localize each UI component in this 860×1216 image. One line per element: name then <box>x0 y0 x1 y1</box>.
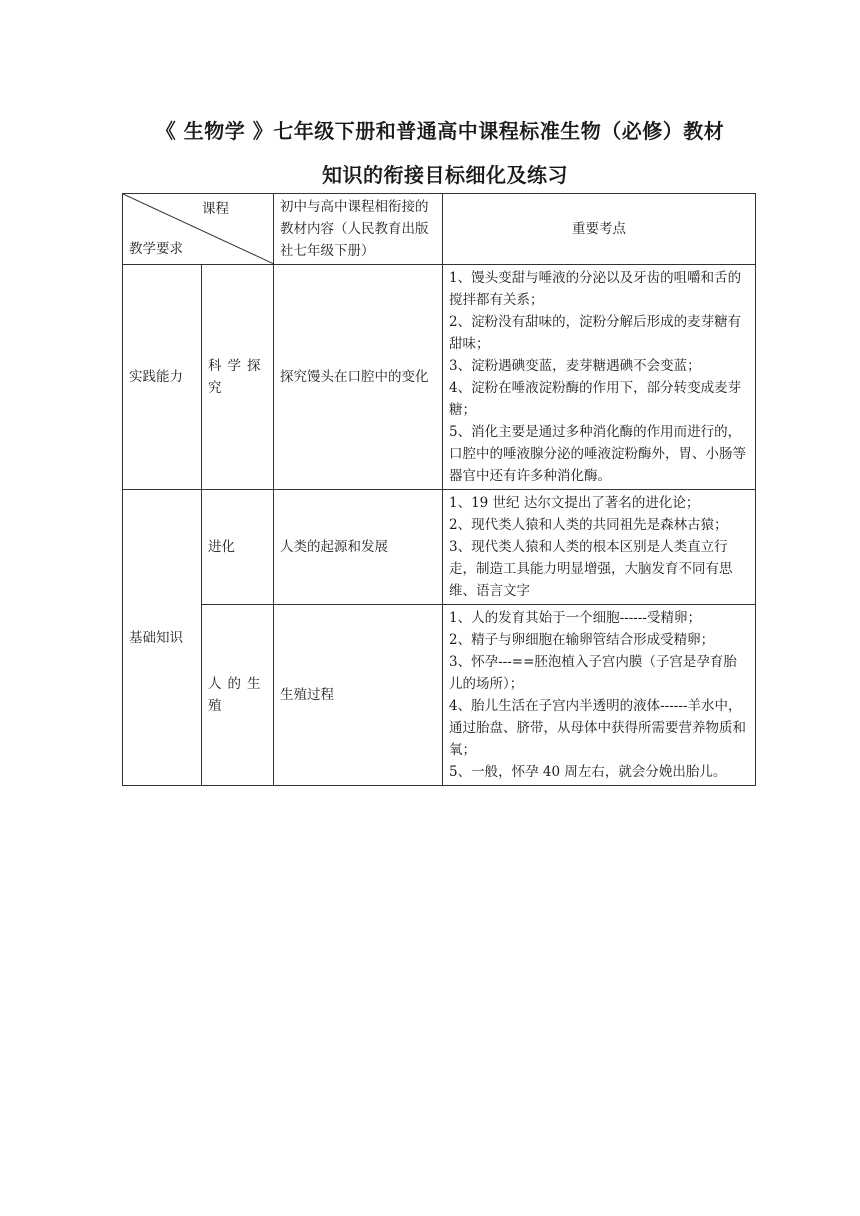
topic-cell: 人的生殖 <box>202 605 274 786</box>
list-item: 3、淀粉遇碘变蓝，麦芽糖遇碘不会变蓝； <box>449 358 701 374</box>
list-item: 4、淀粉在唾液淀粉酶的作用下，部分转变成麦芽糖； <box>449 380 742 418</box>
table-row <box>123 265 756 490</box>
list-item: 4、胎儿生活在子宫内半透明的液体------羊水中，通过胎盘、脐带，从母体中获得所需要营养物质和氧； <box>449 698 746 758</box>
list-item: 1、馒头变甜与唾液的分泌以及牙齿的咀嚼和舌的搅拌都有关系； <box>449 270 742 308</box>
list-item: 3、怀孕---==胚泡植入子宫内膜（子宫是孕育胎儿的场所）； <box>449 654 737 692</box>
key-points-cell <box>443 605 756 786</box>
header-course: 课程 <box>202 201 229 217</box>
curriculum-table <box>122 193 756 786</box>
key-points-list <box>449 492 749 602</box>
diagonal-header-cell <box>123 194 274 265</box>
list-item: 1、人的发育其始于一个细胞------受精卵； <box>449 610 701 626</box>
category-cell: 实践能力 <box>123 265 202 490</box>
topic-cell: 科学探究 <box>202 265 274 490</box>
header-key-points: 重要考点 <box>443 194 756 265</box>
key-points-list <box>449 267 749 487</box>
key-points-list <box>449 607 749 783</box>
list-item: 2、现代类人猿和人类的共同祖先是森林古猿； <box>449 517 728 533</box>
table-row <box>123 490 756 605</box>
document-subtitle: 知识的衔接目标细化及练习 <box>322 163 568 187</box>
list-item: 5、消化主要是通过多种消化酶的作用而进行的，口腔中的唾液腺分泌的唾液淀粉酶外，胃、小肠等器官中还有许多种消化酶。 <box>449 424 746 484</box>
content-cell: 探究馒头在口腔中的变化 <box>274 265 443 490</box>
topic-cell: 进化 <box>202 490 274 605</box>
list-item: 5、一般，怀孕 40 周左右，就会分娩出胎儿。 <box>449 764 727 780</box>
list-item: 3、现代类人猿和人类的根本区别是人类直立行走，制造工具能力明显增强，大脑发育不同有思维、语言文字 <box>449 539 733 599</box>
table-header-row <box>123 194 756 265</box>
category-cell: 基础知识 <box>123 490 202 786</box>
key-points-cell <box>443 265 756 490</box>
list-item: 1、19 世纪 达尔文提出了著名的进化论； <box>449 495 700 511</box>
list-item: 2、精子与卵细胞在输卵管结合形成受精卵； <box>449 632 715 648</box>
header-content: 初中与高中课程相衔接的教材内容（人民教育出版社七年级下册） <box>274 194 443 265</box>
key-points-cell <box>443 490 756 605</box>
header-teaching-requirement: 教学要求 <box>129 241 183 257</box>
table-row <box>123 605 756 786</box>
content-cell: 人类的起源和发展 <box>274 490 443 605</box>
content-cell: 生殖过程 <box>274 605 443 786</box>
list-item: 2、淀粉没有甜味的，淀粉分解后形成的麦芽糖有甜味； <box>449 314 742 352</box>
document-title: 《 生物学 》七年级下册和普通高中课程标准生物（必修）教材 <box>155 119 725 143</box>
